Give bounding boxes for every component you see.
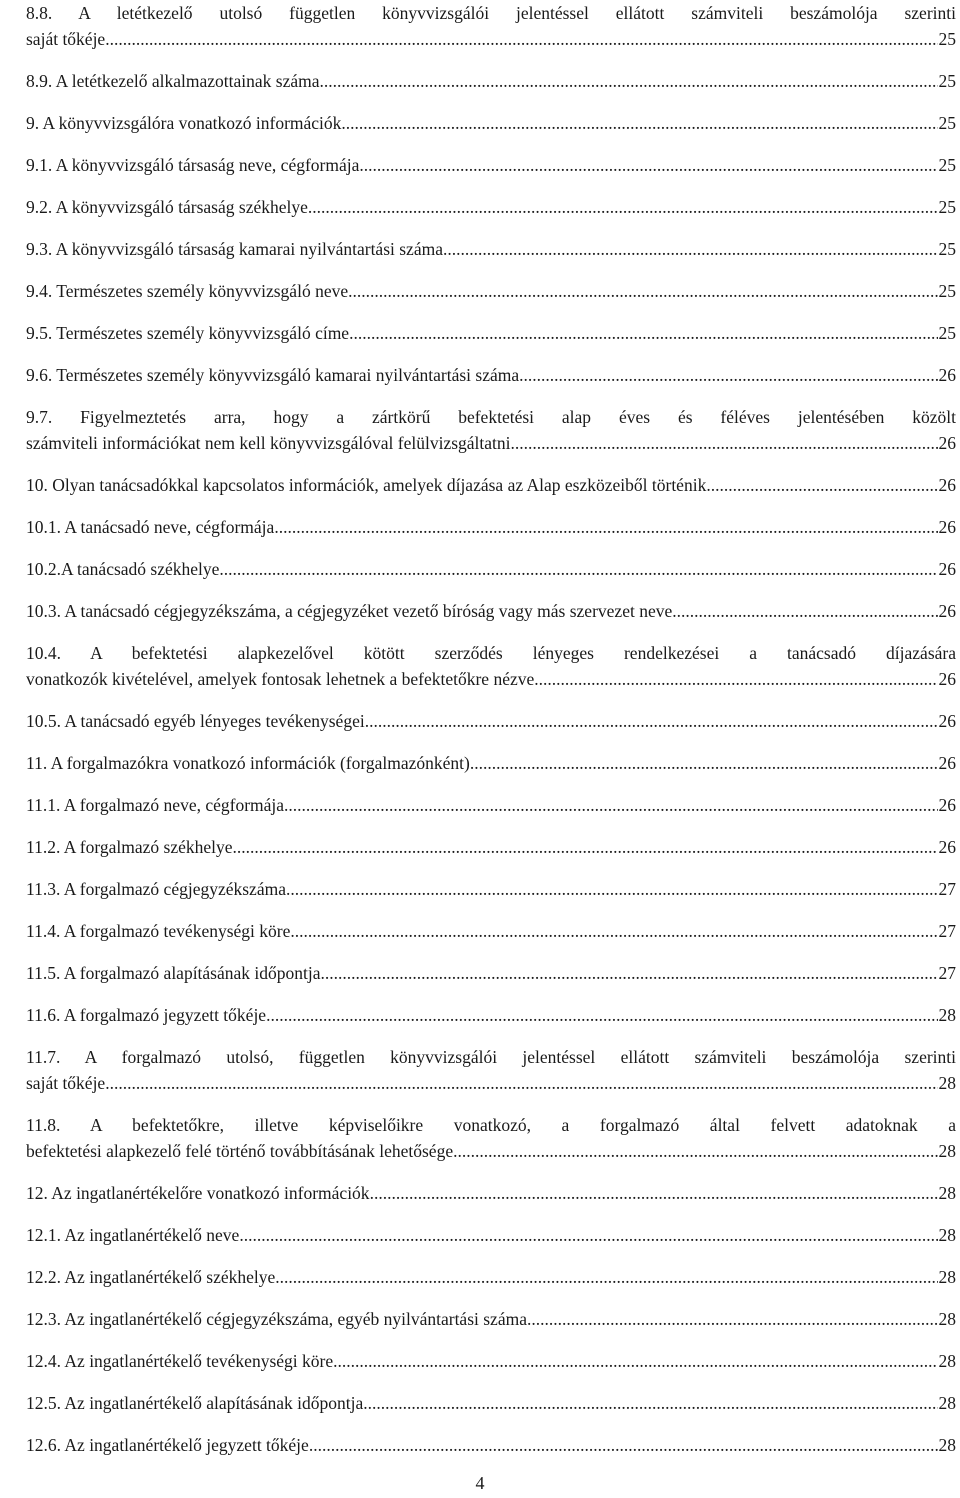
toc-entry-title: 10.2.A tanácsadó székhelye xyxy=(26,559,220,579)
toc-entry[interactable] xyxy=(26,834,956,860)
toc-entry-line xyxy=(26,918,956,944)
toc-entry-title: 11. A forgalmazókra vonatkozó információk (forgalmazónként) xyxy=(26,753,470,773)
toc-entry[interactable] xyxy=(26,278,956,304)
toc-entry[interactable] xyxy=(26,1390,956,1416)
toc-entry[interactable] xyxy=(26,750,956,776)
toc-entry-line xyxy=(26,430,956,456)
toc-leader-dots xyxy=(359,152,937,178)
toc-entry-line xyxy=(26,236,956,262)
toc-entry-line xyxy=(26,1348,956,1374)
toc-entry-title: 10.1. A tanácsadó neve, cégformája xyxy=(26,517,275,537)
toc-entry-line xyxy=(26,1306,956,1332)
toc-entry[interactable] xyxy=(26,640,956,692)
toc-entry-title: 8.9. A letétkezelő alkalmazottainak száma xyxy=(26,71,320,91)
toc-leader-dots xyxy=(672,598,937,624)
toc-leader-dots xyxy=(534,666,937,692)
toc-leader-dots xyxy=(274,514,937,540)
toc-entry[interactable] xyxy=(26,598,956,624)
toc-page-number: 25 xyxy=(938,281,956,301)
toc-entry-line xyxy=(26,1138,956,1164)
toc-leader-dots xyxy=(105,1070,937,1096)
toc-entry-title: 12.2. Az ingatlanértékelő székhelye xyxy=(26,1267,276,1287)
toc-page-number: 28 xyxy=(938,1141,956,1161)
toc-entry[interactable] xyxy=(26,1222,956,1248)
toc-entry-title: befektetési alapkezelő felé történő továbbításának lehetősége xyxy=(26,1141,454,1161)
toc-page-number: 28 xyxy=(938,1351,956,1371)
toc-entry[interactable] xyxy=(26,556,956,582)
toc-page-number: 26 xyxy=(938,475,956,495)
toc-entry[interactable] xyxy=(26,152,956,178)
toc-page-number: 28 xyxy=(938,1393,956,1413)
toc-entry-title: 12.5. Az ingatlanértékelő alapításának időpontja xyxy=(26,1393,364,1413)
toc-leader-dots xyxy=(321,960,938,986)
toc-page-number: 26 xyxy=(938,837,956,857)
toc-entry-line xyxy=(26,834,956,860)
toc-page-number: 25 xyxy=(938,239,956,259)
toc-leader-dots xyxy=(275,1264,937,1290)
toc-leader-dots xyxy=(219,556,937,582)
toc-entry-line xyxy=(26,1180,956,1206)
toc-entry[interactable] xyxy=(26,1432,956,1458)
toc-page-number: 28 xyxy=(938,1005,956,1025)
toc-page-number: 25 xyxy=(938,197,956,217)
toc-entry-title: 12. Az ingatlanértékelőre vonatkozó információk xyxy=(26,1183,370,1203)
toc-entry-title: 11.1. A forgalmazó neve, cégformája xyxy=(26,795,285,815)
toc-entry-line xyxy=(26,960,956,986)
toc-entry-line xyxy=(26,708,956,734)
toc-entry-title: 11.2. A forgalmazó székhelye xyxy=(26,837,233,857)
toc-entry-line xyxy=(26,26,956,52)
page-number: 4 xyxy=(475,1473,485,1493)
toc-page-number: 26 xyxy=(938,365,956,385)
toc-entry[interactable] xyxy=(26,1306,956,1332)
toc-entry-line xyxy=(26,556,956,582)
toc-page-number: 26 xyxy=(938,753,956,773)
toc-leader-dots xyxy=(348,278,937,304)
toc-entry-text-first-line: 10.4. A befektetési alapkezelővel kötött szerződés lényeges rendelkezései a tanácsadó díjazására xyxy=(26,643,956,663)
toc-entry-title: 12.4. Az ingatlanértékelő tevékenységi köre xyxy=(26,1351,334,1371)
toc-entry-line xyxy=(26,792,956,818)
toc-page-number: 28 xyxy=(938,1309,956,1329)
toc-page-number: 28 xyxy=(938,1435,956,1455)
toc-entry[interactable] xyxy=(26,362,956,388)
toc-entry[interactable] xyxy=(26,1112,956,1164)
toc-page-number: 27 xyxy=(938,963,956,983)
toc-page-number: 26 xyxy=(938,795,956,815)
toc-page-number: 28 xyxy=(938,1073,956,1093)
toc-entry-text-first-line: 11.8. A befektetőkre, illetve képviselőikre vonatkozó, a forgalmazó által felvett adatoknak a xyxy=(26,1115,956,1135)
toc-leader-dots xyxy=(320,68,938,94)
toc-entry[interactable] xyxy=(26,876,956,902)
toc-entry-line xyxy=(26,362,956,388)
toc-entry[interactable] xyxy=(26,1044,956,1096)
toc-leader-dots xyxy=(365,708,938,734)
toc-page-number: 25 xyxy=(938,155,956,175)
toc-leader-dots xyxy=(511,430,938,456)
toc-entry-line xyxy=(26,1002,956,1028)
toc-entry-title: 10.3. A tanácsadó cégjegyzékszáma, a cégjegyzéket vezető bíróság vagy más szervezet neve xyxy=(26,601,673,621)
toc-entry-line xyxy=(26,666,956,692)
toc-entry-line xyxy=(26,750,956,776)
toc-entry-line xyxy=(26,110,956,136)
toc-leader-dots xyxy=(349,320,937,346)
toc-entry-line xyxy=(26,1070,956,1096)
toc-page-number: 26 xyxy=(938,433,956,453)
toc-entry-title: 12.6. Az ingatlanértékelő jegyzett tőkéje xyxy=(26,1435,309,1455)
toc-entry-line xyxy=(26,1264,956,1290)
toc-entry-line xyxy=(26,278,956,304)
toc-entry-line xyxy=(26,152,956,178)
toc-page-number: 27 xyxy=(938,921,956,941)
toc-page-number: 26 xyxy=(938,711,956,731)
toc-leader-dots xyxy=(286,876,938,902)
toc-leader-dots xyxy=(105,26,937,52)
toc-entry-text-first-line: 11.7. A forgalmazó utolsó, független könyvvizsgálói jelentéssel ellátott számviteli beszámolója szerinti xyxy=(26,1047,956,1067)
toc-leader-dots xyxy=(333,1348,937,1374)
toc-entry-line xyxy=(26,194,956,220)
toc-entry-title: vonatkozók kivételével, amelyek fontosak lehetnek a befektetőkre nézve xyxy=(26,669,535,689)
toc-entry[interactable] xyxy=(26,236,956,262)
toc-page-number: 26 xyxy=(938,559,956,579)
toc-leader-dots xyxy=(284,792,937,818)
toc-entry[interactable] xyxy=(26,1002,956,1028)
toc-entry[interactable] xyxy=(26,404,956,456)
toc-entry-title: 9.4. Természetes személy könyvvizsgáló neve xyxy=(26,281,349,301)
toc-entry-title: számviteli információkat nem kell könyvvizsgálóval felülvizsgáltatni xyxy=(26,433,511,453)
toc-entry-text-first-line: 9.7. Figyelmeztetés arra, hogy a zártkörű befektetési alap éves és féléves jelentésében közölt xyxy=(26,407,956,427)
toc-page-number: 26 xyxy=(938,601,956,621)
toc-leader-dots xyxy=(527,1306,938,1332)
toc-page-number: 28 xyxy=(938,1267,956,1287)
toc-entry-title: 9.2. A könyvvizsgáló társaság székhelye xyxy=(26,197,308,217)
toc-entry-title: 11.4. A forgalmazó tevékenységi köre xyxy=(26,921,291,941)
toc-leader-dots xyxy=(519,362,937,388)
toc-entry-title: 11.6. A forgalmazó jegyzett tőkéje xyxy=(26,1005,267,1025)
toc-entry-title: 9. A könyvvizsgálóra vonatkozó információk xyxy=(26,113,342,133)
toc-entry-line xyxy=(26,1390,956,1416)
toc-leader-dots xyxy=(370,1180,938,1206)
toc-leader-dots xyxy=(233,834,938,860)
toc-entry[interactable] xyxy=(26,514,956,540)
toc-entry-line xyxy=(26,514,956,540)
toc-entry-line xyxy=(26,876,956,902)
toc-leader-dots xyxy=(341,110,937,136)
table-of-contents xyxy=(26,0,956,1474)
toc-leader-dots xyxy=(239,1222,937,1248)
toc-leader-dots xyxy=(443,236,938,262)
toc-entry[interactable] xyxy=(26,320,956,346)
toc-entry-title: 10. Olyan tanácsadókkal kapcsolatos információk, amelyek díjazása az Alap eszközeiből történik xyxy=(26,475,707,495)
toc-page-number: 26 xyxy=(938,669,956,689)
toc-entry[interactable] xyxy=(26,1180,956,1206)
toc-entry-title: 9.1. A könyvvizsgáló társaság neve, cégformája xyxy=(26,155,360,175)
toc-leader-dots xyxy=(308,194,938,220)
toc-page-number: 26 xyxy=(938,517,956,537)
toc-entry[interactable] xyxy=(26,960,956,986)
toc-entry-text-first-line: 8.8. A letétkezelő utolsó független könyvvizsgálói jelentéssel ellátott számviteli beszámolója szerinti xyxy=(26,3,956,23)
toc-page-number: 25 xyxy=(938,113,956,133)
toc-leader-dots xyxy=(309,1432,938,1458)
toc-entry-title: saját tőkéje xyxy=(26,29,106,49)
toc-entry[interactable] xyxy=(26,68,956,94)
toc-entry[interactable] xyxy=(26,708,956,734)
toc-page-number: 28 xyxy=(938,1225,956,1245)
toc-leader-dots xyxy=(363,1390,937,1416)
toc-entry[interactable] xyxy=(26,792,956,818)
toc-entry[interactable] xyxy=(26,110,956,136)
toc-entry-title: 10.5. A tanácsadó egyéb lényeges tevékenységei xyxy=(26,711,365,731)
toc-entry[interactable] xyxy=(26,1348,956,1374)
toc-entry-title: 12.1. Az ingatlanértékelő neve xyxy=(26,1225,240,1245)
toc-entry-line xyxy=(26,320,956,346)
toc-leader-dots xyxy=(453,1138,937,1164)
toc-entry-title: 11.5. A forgalmazó alapításának időpontja xyxy=(26,963,321,983)
toc-entry-line xyxy=(26,472,956,498)
toc-page-number: 25 xyxy=(938,29,956,49)
toc-entry[interactable] xyxy=(26,472,956,498)
toc-leader-dots xyxy=(266,1002,937,1028)
toc-entry-title: 9.5. Természetes személy könyvvizsgáló címe xyxy=(26,323,350,343)
toc-entry[interactable] xyxy=(26,1264,956,1290)
toc-entry-title: 12.3. Az ingatlanértékelő cégjegyzékszáma, egyéb nyilvántartási száma xyxy=(26,1309,527,1329)
toc-entry-line xyxy=(26,68,956,94)
toc-leader-dots xyxy=(470,750,938,776)
toc-leader-dots xyxy=(706,472,937,498)
toc-entry[interactable] xyxy=(26,918,956,944)
toc-page-number: 25 xyxy=(938,71,956,91)
toc-leader-dots xyxy=(290,918,937,944)
toc-entry-line xyxy=(26,1222,956,1248)
toc-page-number: 27 xyxy=(938,879,956,899)
toc-entry-title: saját tőkéje xyxy=(26,1073,106,1093)
toc-entry-title: 9.3. A könyvvizsgáló társaság kamarai nyilvántartási száma xyxy=(26,239,443,259)
toc-entry[interactable] xyxy=(26,194,956,220)
toc-entry-title: 9.6. Természetes személy könyvvizsgáló kamarai nyilvántartási száma xyxy=(26,365,520,385)
toc-page-number: 28 xyxy=(938,1183,956,1203)
toc-entry-line xyxy=(26,1432,956,1458)
toc-entry[interactable] xyxy=(26,0,956,52)
toc-entry-title: 11.3. A forgalmazó cégjegyzékszáma xyxy=(26,879,286,899)
toc-entry-line xyxy=(26,598,956,624)
toc-page-number: 25 xyxy=(938,323,956,343)
